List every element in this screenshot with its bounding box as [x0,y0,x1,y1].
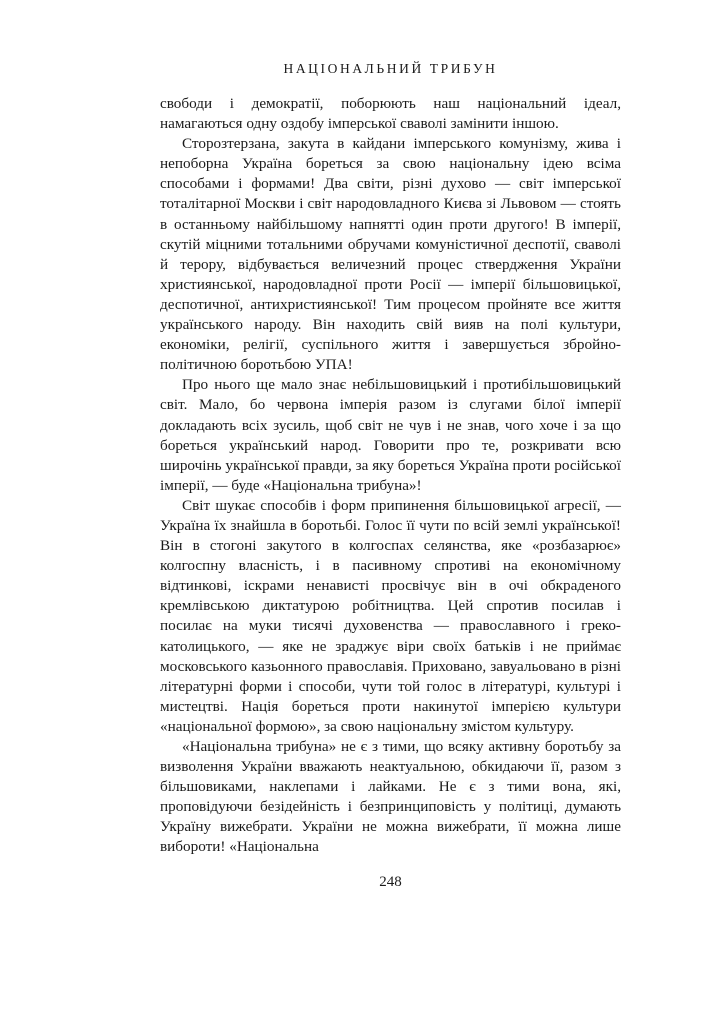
paragraph: «Національна трибуна» не є з тими, що всяку активну боротьбу за визволення України вважають неактуальною, обкидаючи її, разом з більшовиками, наклепами і лайками. Не є з тими вона, які, проповідуючи безідейність і безпринциповість у політиці, думають Україну вижебрати. України не можна вижебрати, її можна лише вибороти! «Національна [160,738,621,856]
paragraph: Про нього ще мало знає небільшовицький і протибільшовицький світ. Мало, бо червона імперія разом із слугами білої імперії докладають всіх зусиль, щоб світ не чув і не знав, чого хоче і за що бореться український народ. Говорити про те, розкривати всю широчінь української правди, за яку бореться Україна проти російської імперії, — буде «Національна трибуна»! [160,376,621,494]
paragraph-continued: свободи і демократії, поборюють наш національний ідеал, намагаються одну оздобу імперської сваволі замінити іншою. [160,95,621,133]
body-text [160,94,621,858]
running-head: НАЦІОНАЛЬНИЙ ТРИБУН [283,61,498,76]
paragraph: Сторозтерзана, закута в кайдани імперського комунізму, жива і непоборна Україна бореться за свою національну ідею всіма способами і формами! Два світи, різні духово — світ імперської тоталітарної Москви і світ народовладного Києва зі Львовом — стоять в останньому найбільшому напнятті один проти другого! В імперії, скутій міцними тотальними обручами комуністичної деспотії, сваволі й терору, відбувається величезний процес ствердження України християнської, народовладної проти Росії — імперії більшовицької, деспотичної, антихристиянської! Тим процесом пройняте все життя українського народу. Він находить свій вияв на полі культури, економіки, релігії, суспільного життя і завершується збройно-політичною боротьбою УПА! [160,135,621,374]
page-number: 248 [379,874,402,890]
paragraph: Світ шукає способів і форм припинення більшовицької агресії, — Україна їх знайшла в боротьбі. Голос її чути по всій землі української! Він в стогоні закутого в колгоспах селянства, яке «розбазарює» колгоспну власність, і в пасивному спротиві на економічному відтинкові, іскрами ненависті просвічує він в очі обкраденого кремлівською диктатурою робітництва. Цей спротив посилав і посилає на муки тисячі духовенства — православного і греко-католицького, — яке не зраджує віри своїх батьків і не приймає московського казьонного православія. Приховано, завуальовано в різні літературні форми і способи, чути той голос в літературі, культурі і мистецтві. Нація бореться проти накинутої імперією культури «національної формою», за свою національну змістом культуру. [160,496,621,735]
